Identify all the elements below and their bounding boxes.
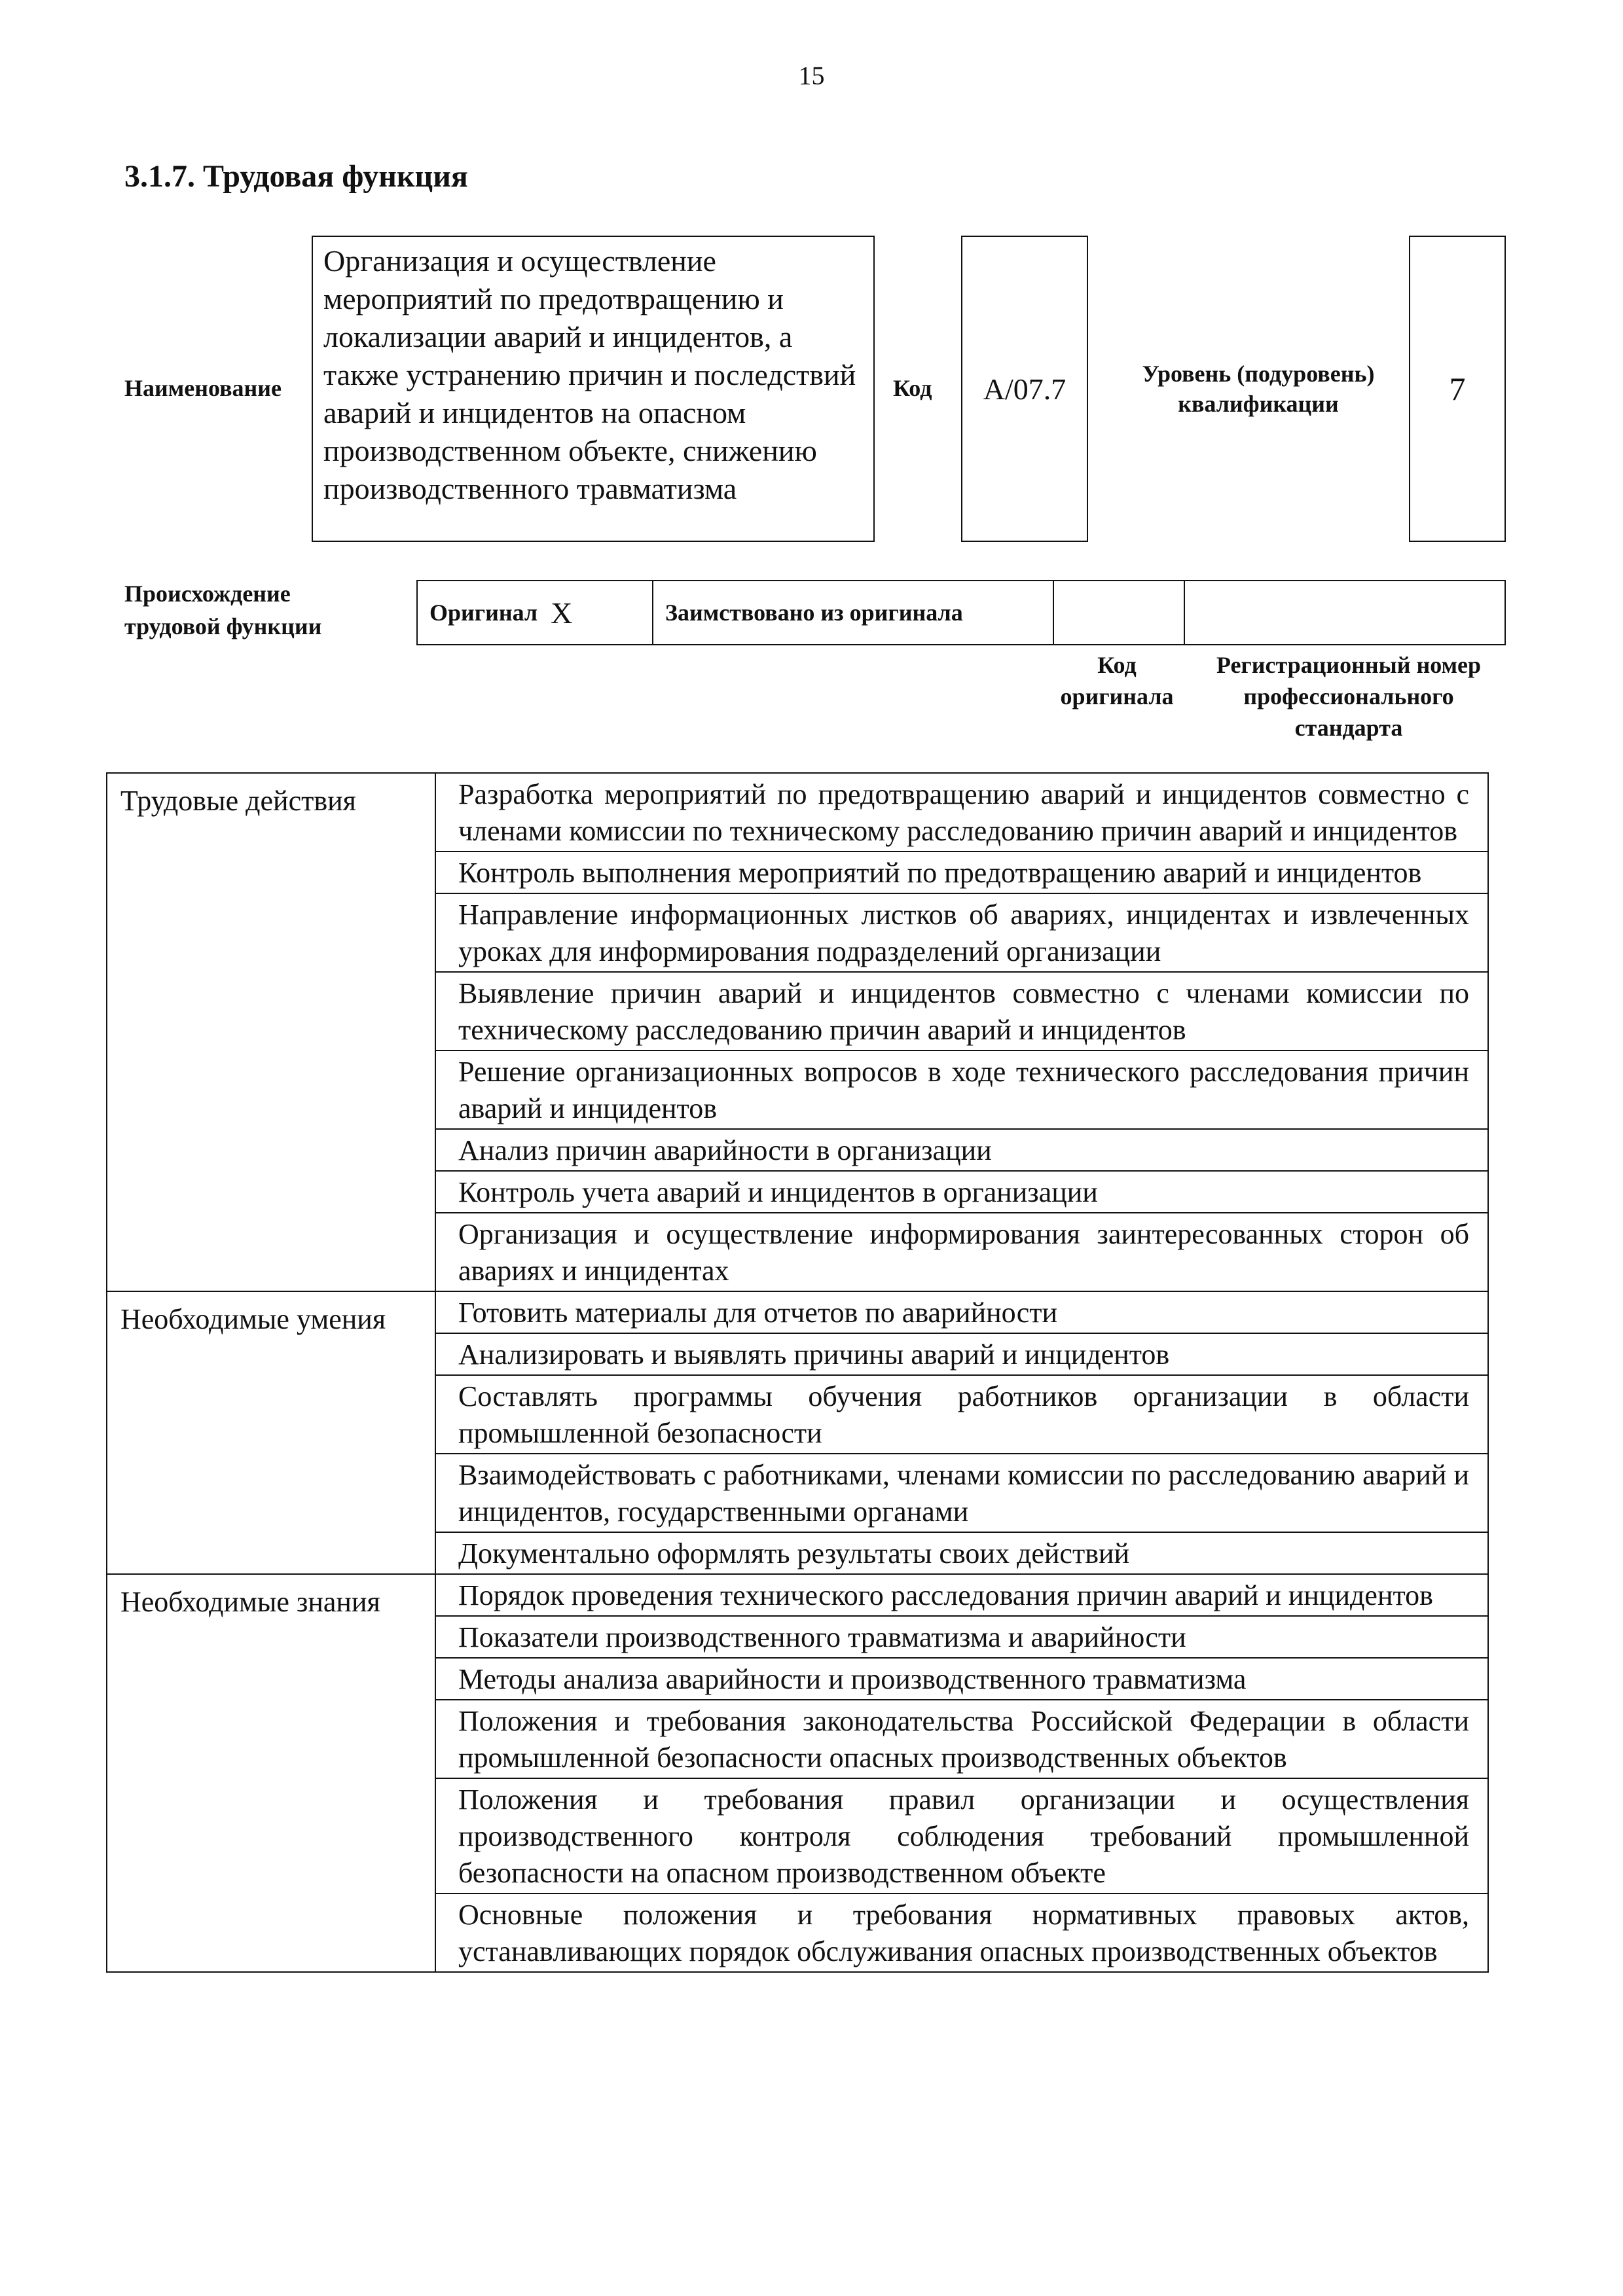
group-label: Необходимые умения bbox=[107, 1291, 435, 1574]
origin-row bbox=[416, 580, 1506, 645]
group-item: Контроль выполнения мероприятий по предотвращению аварий и инцидентов bbox=[435, 852, 1488, 893]
code-label: Код bbox=[893, 375, 932, 401]
group-item: Решение организационных вопросов в ходе технического расследования причин аварий и инцидентов bbox=[435, 1050, 1488, 1129]
group-item: Организация и осуществление информирования заинтересованных сторон об авариях и инцидентах bbox=[435, 1213, 1488, 1291]
origin-code-caption: Код оригинала bbox=[1060, 652, 1174, 709]
group-item: Готовить материалы для отчетов по аварийности bbox=[435, 1291, 1488, 1333]
section-title: 3.1.7. Трудовая функция bbox=[124, 159, 468, 194]
group-label: Необходимые знания bbox=[107, 1574, 435, 1972]
group-item: Анализировать и выявлять причины аварий и инцидентов bbox=[435, 1333, 1488, 1375]
borrowed-label: Заимствовано из оригинала bbox=[665, 600, 963, 626]
group-item: Основные положения и требования нормативных правовых актов, устанавливающих порядок обслуживания опасных производственных объектов bbox=[435, 1893, 1488, 1972]
group-item: Контроль учета аварий и инцидентов в организации bbox=[435, 1171, 1488, 1213]
function-name-value: Организация и осуществление мероприятий по предотвращению и локализации аварий и инцидентов, а также устранению причин и последствий аварий и инцидентов на опасном производственном объекте, снижению производственного травматизма bbox=[312, 236, 875, 542]
group-item: Выявление причин аварий и инцидентов совместно с членами комиссии по техническому расследованию причин аварий и инцидентов bbox=[435, 972, 1488, 1050]
group-item: Взаимодействовать с работниками, членами комиссии по расследованию аварий и инцидентов, государственными органами bbox=[435, 1454, 1488, 1532]
group-item: Направление информационных листков об авариях, инцидентах и извлеченных уроках для информирования подразделений организации bbox=[435, 893, 1488, 972]
origin-code-cell bbox=[1054, 581, 1185, 644]
original-label: Оригинал bbox=[429, 600, 538, 626]
group-item: Составлять программы обучения работников организации в области промышленной безопасности bbox=[435, 1375, 1488, 1454]
table-row bbox=[107, 1574, 1488, 1616]
table-row bbox=[107, 1291, 1488, 1333]
group-item: Положения и требования правил организации и осуществления производственного контроля соблюдения требований промышленной безопасности на опасном производственном объекте bbox=[435, 1778, 1488, 1893]
reg-number-caption: Регистрационный номер профессионального стандарта bbox=[1216, 652, 1482, 741]
table-row bbox=[107, 773, 1488, 852]
function-details-table bbox=[106, 772, 1489, 1973]
page-number: 15 bbox=[798, 61, 825, 90]
group-item: Анализ причин аварийности в организации bbox=[435, 1129, 1488, 1171]
group-item: Методы анализа аварийности и производственного травматизма bbox=[435, 1658, 1488, 1700]
group-item: Показатели производственного травматизма и аварийности bbox=[435, 1616, 1488, 1658]
origin-borrowed-cell bbox=[653, 581, 1054, 644]
group-label: Трудовые действия bbox=[107, 773, 435, 1291]
qualification-level-label: Уровень (подуровень) квалификации bbox=[1142, 361, 1375, 417]
group-item: Порядок проведения технического расследования причин аварий и инцидентов bbox=[435, 1574, 1488, 1616]
group-item: Положения и требования законодательства Российской Федерации в области промышленной безопасности опасных производственных объектов bbox=[435, 1700, 1488, 1778]
group-item: Разработка мероприятий по предотвращению аварий и инцидентов совместно с членами комиссии по техническому расследованию причин аварий и инцидентов bbox=[435, 773, 1488, 852]
origin-label-text: Происхождение трудовой функции bbox=[124, 581, 322, 639]
code-value: A/07.7 bbox=[961, 236, 1088, 542]
name-label: Наименование bbox=[124, 375, 282, 401]
origin-original-cell bbox=[418, 581, 653, 644]
origin-label bbox=[124, 577, 360, 643]
origin-reg-number-cell bbox=[1185, 581, 1504, 644]
group-item: Документально оформлять результаты своих действий bbox=[435, 1532, 1488, 1574]
qualification-level-value: 7 bbox=[1409, 236, 1506, 542]
original-mark: X bbox=[551, 596, 573, 630]
